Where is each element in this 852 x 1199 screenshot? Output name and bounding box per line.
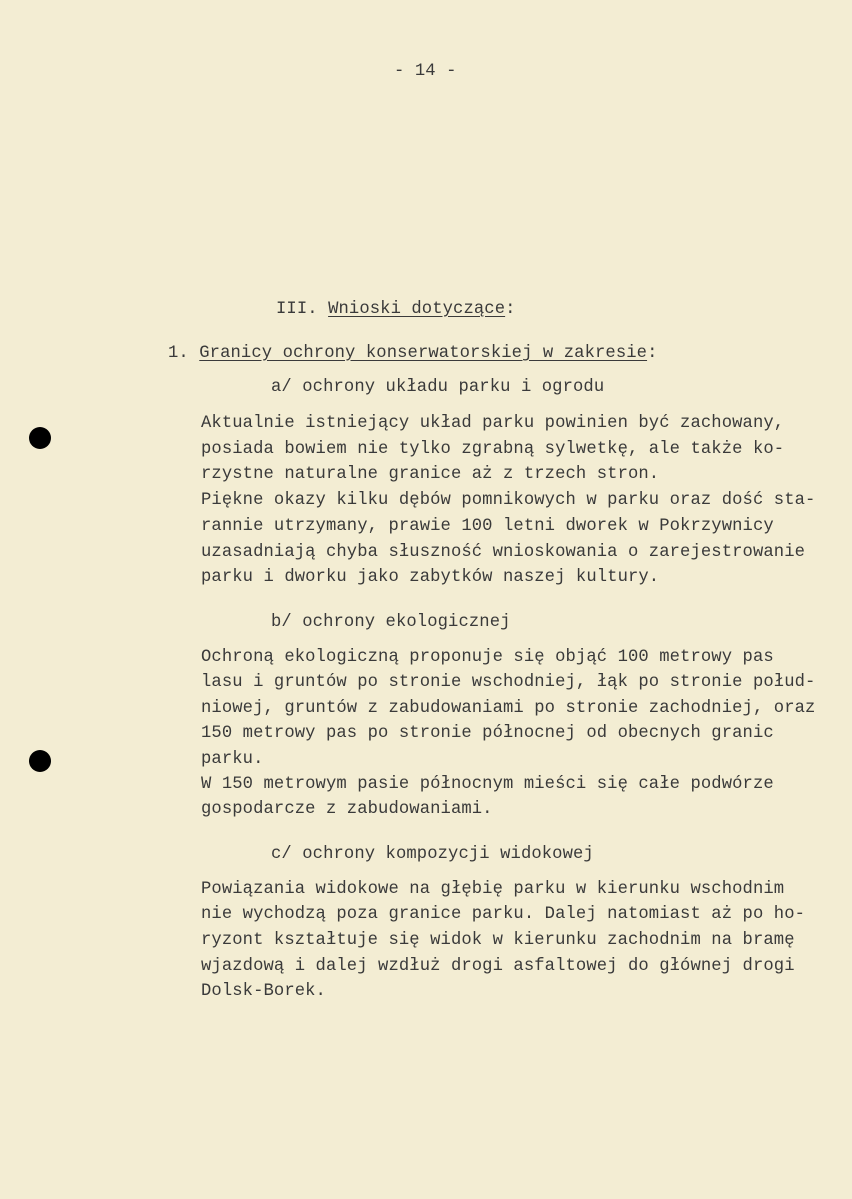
body-line: Piękne okazy kilku dębów pomnikowych w parku oraz dość sta- (201, 491, 816, 510)
body-line: Powiązania widokowe na głębię parku w kierunku wschodnim (201, 880, 785, 899)
body-line: parku i dworku jako zabytków naszej kultury. (201, 568, 660, 587)
section-heading-title: Wnioski dotyczące (328, 300, 506, 319)
body-line: 150 metrowy pas po stronie północnej od obecnych granic (201, 724, 774, 743)
page-number: - 14 - (394, 62, 457, 81)
subsection-c-heading: c/ ochrony kompozycji widokowej (271, 845, 594, 864)
item-1-number: 1. (168, 344, 200, 363)
body-line: niowej, gruntów z zabudowaniami po stronie zachodniej, oraz (201, 699, 816, 718)
body-line: ryzont kształtuje się widok w kierunku zachodnim na bramę (201, 931, 795, 950)
subsection-a-heading: a/ ochrony układu parku i ogrodu (271, 378, 605, 397)
body-line: rzystne naturalne granice aż z trzech stron. (201, 465, 660, 484)
body-line: Dolsk-Borek. (201, 982, 326, 1001)
body-line: Aktualnie istniejący układ parku powinien być zachowany, (201, 414, 785, 433)
body-line: lasu i gruntów po stronie wschodniej, łąk po stronie połud- (201, 673, 816, 692)
body-line: uzasadniają chyba słuszność wnioskowania o zarejestrowanie (201, 543, 806, 562)
body-line: rannie utrzymany, prawie 100 letni dworek w Pokrzywnicy (201, 517, 774, 536)
body-line: W 150 metrowym pasie północnym mieści się całe podwórze (201, 775, 774, 794)
section-heading-suffix: : (505, 300, 516, 319)
item-1-title: Granicy ochrony konserwatorskiej w zakresie (199, 344, 648, 363)
body-line: parku. (201, 750, 264, 769)
subsection-b-heading: b/ ochrony ekologicznej (271, 613, 511, 632)
section-heading-prefix: III. (276, 300, 329, 319)
body-line: nie wychodzą poza granice parku. Dalej natomiast aż po ho- (201, 905, 806, 924)
item-1-heading (168, 344, 657, 364)
body-line: gospodarcze z zabudowaniami. (201, 800, 493, 819)
body-line: wjazdową i dalej wzdłuż drogi asfaltowej do głównej drogi (201, 957, 795, 976)
body-line: Ochroną ekologiczną proponuje się objąć 100 metrowy pas (201, 648, 774, 667)
punch-hole-top (29, 427, 51, 449)
punch-hole-bottom (29, 750, 51, 772)
section-heading (276, 300, 516, 320)
body-line: posiada bowiem nie tylko zgrabną sylwetkę, ale także ko- (201, 440, 785, 459)
item-1-suffix: : (647, 344, 658, 363)
